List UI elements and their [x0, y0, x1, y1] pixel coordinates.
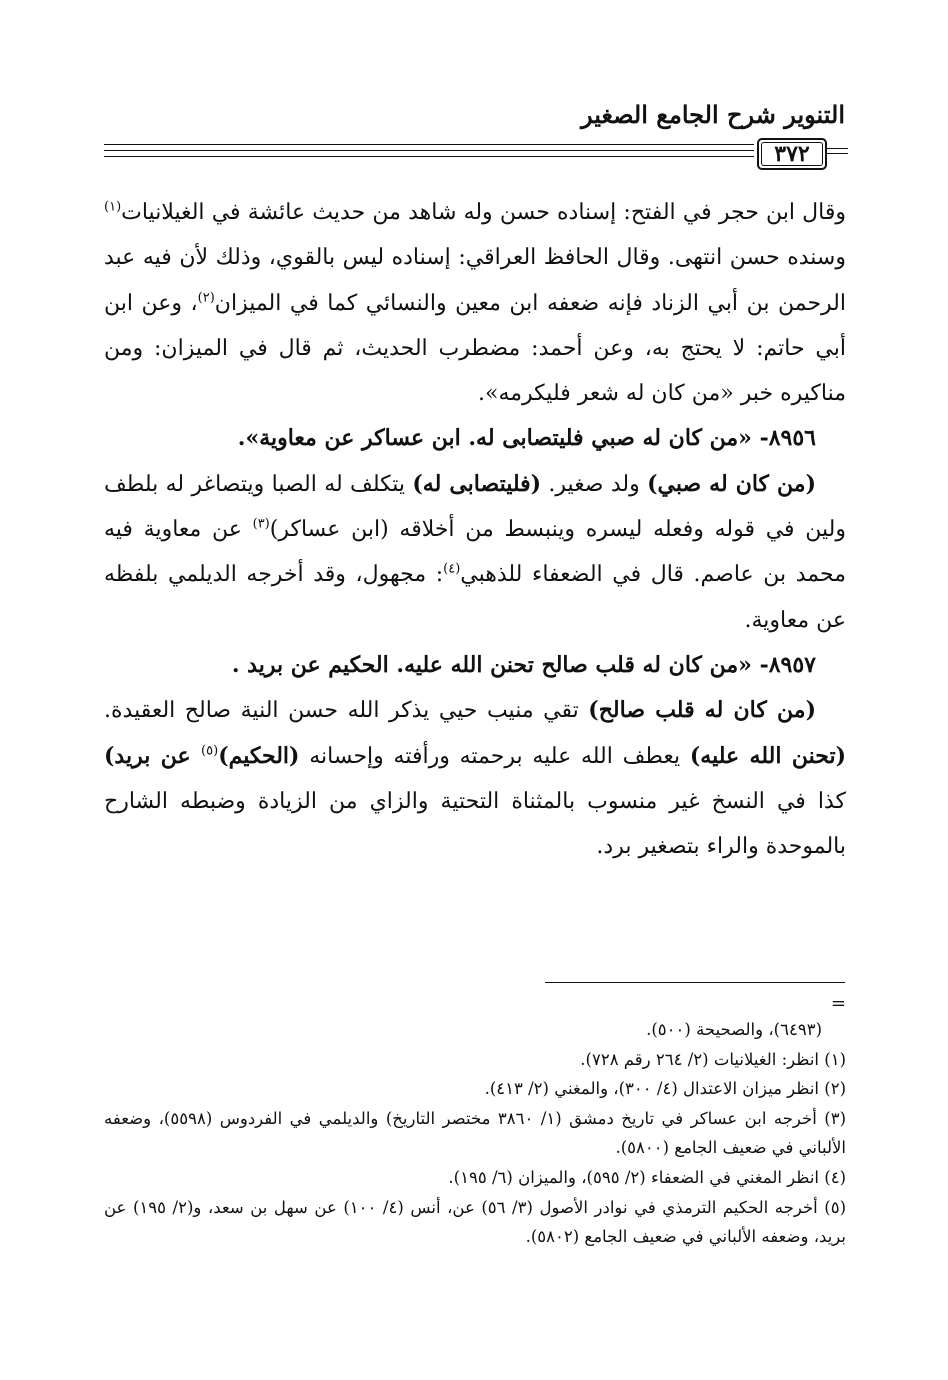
text-run: ، وعن ابن أبي حاتم: لا يحتج به، وعن أحمد: مضطرب الحديث، ثم قال في الميزان: ومن مناكيره خبر «من كان له شعر فليكرمه». [104, 290, 846, 407]
header-rule-right [826, 148, 848, 149]
footnote-4: (٤) انظر المغني في الضعفاء (٢/ ٥٩٥)، والميزان (٦/ ١٩٥). [448, 1167, 846, 1187]
running-header-title: التنوير شرح الجامع الصغير [581, 100, 845, 129]
footnote-ref-5[interactable]: (٥) [201, 743, 219, 759]
paragraph-commentary-3 [104, 688, 846, 869]
hadith-heading-8957: ٨٩٥٧- «من كان له قلب صالح تحنن الله عليه. الحكيم عن بريد . [231, 651, 816, 678]
bold-run: عن بريد) [104, 742, 202, 769]
header-rule [104, 144, 754, 145]
page-number-box [757, 138, 827, 170]
footnote-ref-3[interactable]: (٣) [252, 516, 270, 532]
text-run: تقي منيب حيي يذكر الله حسن النية صالح العقيدة. [104, 698, 589, 724]
header-rule [104, 156, 754, 157]
footnotes [104, 1015, 846, 1252]
bold-run: (من كان له قلب صالح) [588, 697, 816, 724]
footnote-3: (٣) أخرجه ابن عساكر في تاريخ دمشق (١/ ٣٨٦٠ مختصر التاريخ) والديلمي في الفردوس (٥٥٩٨)، وضعفه الألباني في ضعيف الجامع (٥٨٠٠). [104, 1108, 846, 1158]
text-run: وسنده حسن انتهى. وقال الحافظ العراقي: إسناده ليس بالقوي، وذلك لأن فيه عبد الرحمن بن أبي الزناد فإنه ضعفه ابن معين والنسائي كما في الميزان [104, 245, 847, 316]
bold-run: (الحكيم) [218, 742, 300, 769]
footnote-ref-4[interactable]: (٤) [443, 562, 461, 578]
text-run: وقال ابن حجر في الفتح: إسناده حسن وله شاهد من حديث عائشة في الغيلانيات [121, 200, 846, 225]
text-run: يتكلف له الصبا ويتصاغر له بلطف ولين في قوله وفعله ليسره وينبسط من أخلاقه [104, 471, 846, 543]
page-number: ٣٧٢ [774, 141, 810, 167]
paragraph-commentary-2 [104, 462, 846, 643]
footnote-divider [545, 982, 845, 983]
footnote-continuation: (٦٤٩٣)، والصحيحة (٥٠٠). [646, 1020, 822, 1039]
text-run: : مجهول، وقد أخرجه الديلمي بلفظه عن معاوية. [104, 562, 846, 633]
bold-run: (فليتصابى له) [412, 470, 542, 497]
text-run: عن معاوية فيه محمد بن عاصم. قال في الضعفاء للذهبي [104, 517, 846, 588]
footnote-ref-1[interactable]: (١) [104, 199, 122, 215]
hadith-heading-8956: ٨٩٥٦- «من كان له صبي فليتصابى له. ابن عساكر عن معاوية». [237, 425, 816, 452]
text-run: كذا في النسخ غير منسوب بالمثناة التحتية والزاي من الزيادة وضبطه الشارح بالموحدة والراء بتصغير برد. [104, 788, 846, 860]
header-rule-right [826, 153, 848, 154]
text-run: يعطف الله عليه برحمته ورأفته وإحسانه [299, 743, 690, 769]
text-run: (ابن عساكر) [269, 517, 389, 543]
footnote-continuation-mark: = [830, 993, 846, 1014]
footnote-ref-2[interactable]: (٢) [197, 290, 215, 306]
text-run: ولد صغير. [541, 471, 648, 497]
footnote-5: (٥) أخرجه الحكيم الترمذي في نوادر الأصول (٣/ ٥٦) عن، أنس (٤/ ١٠٠) عن سهل بن سعد، و(٢/ ١٩٥) عن بريد، وضعفه الألباني في ضعيف الجامع (٥٨٠٢). [104, 1197, 847, 1247]
main-text [104, 190, 846, 869]
footnote-2: (٢) انظر ميزان الاعتدال (٤/ ٣٠٠)، والمغني (٢/ ٤١٣). [484, 1079, 846, 1099]
footnote-1: (١) انظر: الغيلانيات (٢/ ٢٦٤ رقم ٧٢٨). [580, 1049, 846, 1069]
header-rule [104, 150, 754, 151]
bold-run: (تحنن الله عليه) [689, 742, 846, 769]
bold-run: (من كان له صبي) [647, 470, 816, 497]
paragraph-commentary-1 [104, 190, 846, 416]
